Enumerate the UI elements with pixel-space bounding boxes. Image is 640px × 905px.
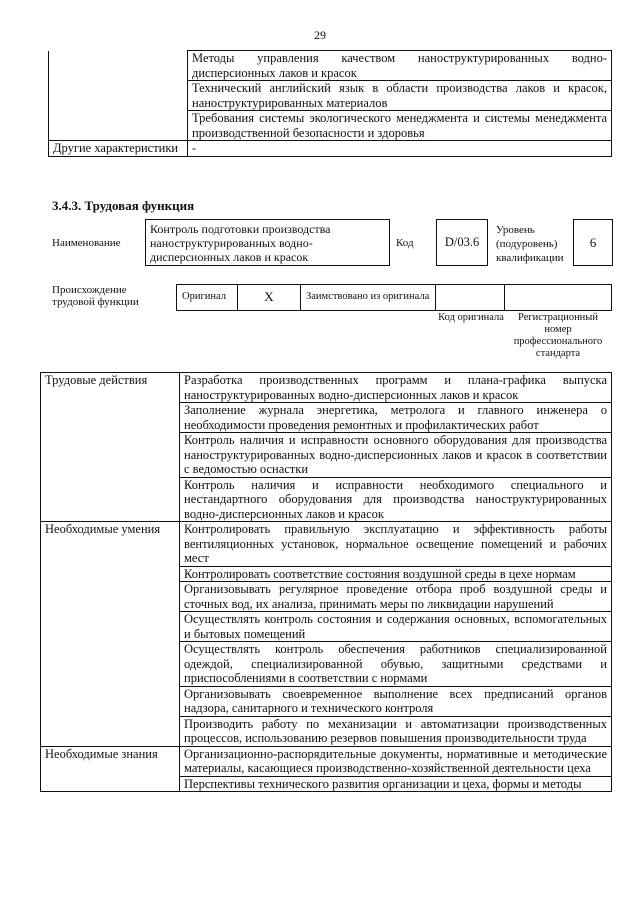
other-characteristics-label: Другие характеристики (49, 141, 188, 157)
empty-label-cell (49, 51, 188, 141)
function-details-table (40, 372, 612, 792)
table-cell: Организовывать регулярное проведение отбора проб воздушной среды и сточных вод, их анализа, принимать меры по ликвидации нарушений (180, 582, 612, 612)
table-cell: Заполнение журнала энергетика, метролога и главного инженера о необходимости проведения ремонтных и профилактических работ (180, 403, 612, 433)
origin-label: Происхождение трудовой функции (52, 284, 139, 308)
table-cell: Осуществлять контроль состояния и содержания основных, вспомогательных и бытовых помещений (180, 612, 612, 642)
page-number: 29 (314, 28, 326, 42)
table-cell: Организовывать своевременное выполнение всех предписаний органов надзора, санитарного и технического контроля (180, 686, 612, 716)
table-cell: Требования системы экологического менеджмента и системы менеджмента производственной безопасности и здоровья (188, 111, 612, 141)
table-cell: Технический английский язык в области производства лаков и красок, наноструктурированных материалов (188, 81, 612, 111)
original-label: Оригинал (176, 284, 238, 311)
other-characteristics-value: - (188, 141, 612, 157)
required-skills-label: Необходимые умения (41, 522, 180, 747)
function-code-box: D/03.6 (436, 219, 488, 266)
table-cell: Перспективы технического развития организации и цеха, формы и методы (180, 776, 612, 792)
table-cell: Организационно-распорядительные документы, нормативные и методические материалы, касающиеся производственно-хозяйственной деятельности цеха (180, 746, 612, 776)
table-cell: Контролировать соответствие состояния воздушной среды в цехе нормам (180, 566, 612, 582)
table-cell: Методы управления качеством наноструктурированных водно-дисперсионных лаков и красок (188, 51, 612, 81)
original-mark: X (237, 284, 301, 311)
level-value-box: 6 (573, 219, 613, 266)
function-name-box: Контроль подготовки производства наноструктурированных водно-дисперсионных лаков и красок (145, 219, 390, 266)
section-title: 3.4.3. Трудовая функция (52, 198, 195, 213)
borrowed-label: Заимствовано из оригинала (300, 284, 436, 311)
level-label: Уровень (подуровень) квалификации (496, 224, 564, 264)
reg-number-cell (504, 284, 612, 311)
continuation-table (48, 50, 612, 157)
labor-actions-label: Трудовые действия (41, 373, 180, 522)
origin-row (176, 284, 612, 311)
name-label: Наименование (52, 237, 121, 249)
table-cell: Разработка производственных программ и плана-графика выпуска наноструктурированных водно-дисперсионных лаков и красок (180, 373, 612, 403)
table-cell: Контроль наличия и исправности основного оборудования для производства наноструктурированных водно-дисперсионных лаков и красок в соответствии с ведомостью оснастки (180, 433, 612, 478)
code-original-label: Код оригинала (438, 312, 504, 323)
table-cell: Осуществлять контроль обеспечения работников специализированной одеждой, специализированной обувью, защитными средствами и приспособлениями в соответствии с нормами (180, 642, 612, 687)
required-knowledge-label: Необходимые знания (41, 746, 180, 792)
code-label: Код (396, 237, 414, 249)
code-original-cell (435, 284, 505, 311)
reg-number-label: Регистрационный номер профессионального стандарта (513, 312, 603, 359)
table-cell: Контроль наличия и исправности необходимого специального и нестандартного оборудования для производства наноструктурированных водно-дисперсионных лаков и красок (180, 477, 612, 522)
table-cell: Контролировать правильную эксплуатацию и эффективность работы вентиляционных установок, нормальное освещение помещений и рабочих мест (180, 522, 612, 567)
table-cell: Производить работу по механизации и автоматизации производственных процессов, использованию резервов повышения производительности труда (180, 716, 612, 746)
